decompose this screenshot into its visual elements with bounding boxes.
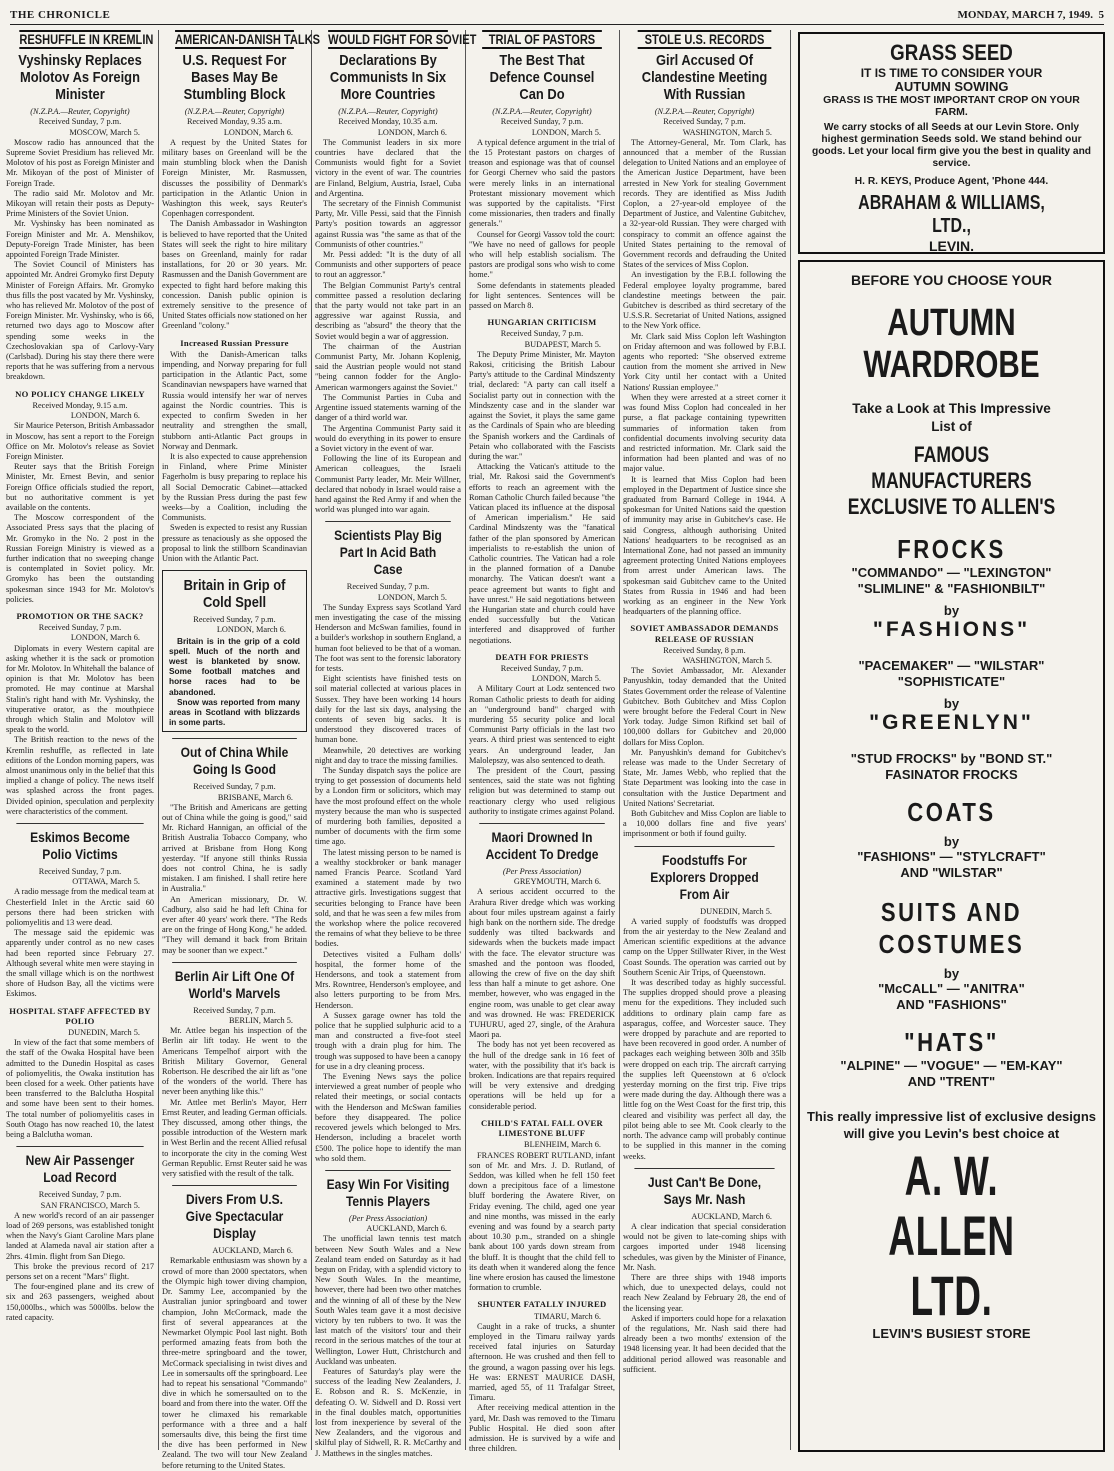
credit: (N.Z.P.A.—Reuter, Copyright) [184, 107, 285, 117]
paragraph: Mr. Attlee met Berlin's Mayor, Herr Ernst Reuter, and leading German officials. They discussed, among other things, the possible introduction of the Western mark in West Berlin and the recent Allied refusal to incorporate the city in the coming West German Republic. Ernst Reuter said he was very satisfied with the result of the talk. [162, 1097, 307, 1179]
ad-by: by [943, 966, 960, 981]
column-5 [623, 30, 786, 1450]
ad-header: BEFORE YOU CHOOSE YOUR [851, 272, 1052, 288]
page-number: 5 [1098, 9, 1104, 21]
credit: (Per Press Association) [502, 867, 582, 877]
dateline: LONDON, March 5. [377, 592, 447, 602]
paragraph: A Military Court at Lodz sentenced two Roman Catholic priests to death for aiding an "underground band" charged with murdering 55 security police and local Communist Party officials in the last two years. A third priest was sentenced to eight years. An underground leader, Jan Malolepszy, was also sentenced to death. [469, 684, 615, 765]
column-rule [619, 30, 620, 1450]
paragraph: The Soviet Council of Ministers has appointed Mr. Andrei Gromyko first Deputy Minister of Foreign Affairs. Mr. Gromyko thus fills the post vacated by Mr. Vyshinsky, who has relieved Mr. Molotov of the post of Foreign Minister. Mr. Vyshinsky, who is 66, returned two days ago to Moscow after spending some weeks in the Czechoslovakian spa of Carlovy-Vary (Carlsbad). During his stay there there were reports that he was suffering from a nervous breakdown. [6, 260, 154, 382]
paragraph: The secretary of the Finnish Communist Party, Mr. Ville Pessi, said that the Finnish Party's position towards an aggressor against Russia was "the same as that of the Communists of other countries." [315, 199, 461, 249]
paragraph: An investigation by the F.B.I. following the Federal employee loyalty programme, bared clandestine meetings between the pair. Gubitchev is described as third secretary of the U.S.S.R. Secretariat of United Nations, assigned to the New York office. [623, 270, 786, 331]
ad-line: AUTUMN SOWING [894, 79, 1009, 94]
paragraph: The Communist Parties in Cuba and Argentine issued statements warning of the danger of a third world war. [315, 392, 461, 423]
boxed-story [162, 570, 307, 732]
paragraph: It is also expected to cause apprehension in Finland, where Prime Minister Fagerholm is busy preparing to replace his all Social Democratic Cabinet—attacked by the Russian Press during the past few weeks—by a Coalition, including the Communists. [162, 451, 307, 523]
subhead: NO POLICY CHANGE LIKELY [15, 388, 145, 399]
headline-communists: Declarations By Communists In Six More Countries [329, 52, 447, 104]
dateline: SAN FRANCISCO, March 5. [40, 1200, 140, 1210]
ad-category-suits: SUITS AND [880, 897, 1023, 927]
dateline: GREYMOUTH, March 6. [513, 877, 601, 887]
issue-date: MONDAY, MARCH 7, 1949. 5 [957, 9, 1104, 21]
credit: (N.Z.P.A.—Reuter, Copyright) [492, 107, 592, 117]
paragraph: Both Gubitchev and Miss Coplon are liable to a 10,000 dollars fine and five years' imprisonment or both if found guilty. [623, 809, 786, 839]
paragraph: Features of Saturday's play were the success of the leading New Zealanders, J. E. Robson and R. S. McKenzie, in defeating O. W. Sidwell and D. Rossi vert in the final doubles match, opportunities lost from inexperience by several of the New Zealanders, and the vigorous and skilful play of Sidwell, R. R. McCarthy and J. Matthews in the singles matches. [315, 1366, 461, 1458]
paragraph: The Attorney-General, Mr. Tom Clark, has announced that a member of the Russian delegation to United Nations and an employee of the American Justice Department, have been arrested in New York for stealing Government records. They are identified as Miss Judith Coplon, a 27-year-old employee of the Department of Justice, and Valentine Gubitchev, a 32-year-old Russian. They were charged with conspiracy to commit an offence against the United States pertaining to the removal of Government records and defrauding the United States of the services of Miss Coplon. [623, 137, 786, 270]
ad-line: GRASS IS THE MOST IMPORTANT CROP ON YOUR FARM. [823, 94, 1080, 118]
ad-manufacturers: MANUFACTURERS [871, 468, 1032, 493]
dateline: LONDON, March 5. [531, 674, 601, 684]
ad-brand-line: "STUD FROCKS" by "BOND ST." [850, 751, 1053, 766]
paragraph: Remarkable enthusiasm was shown by a crowd of more than 2000 spectators, when the Olympic high tower diving champion, Dr. Sammy Lee, accompanied by the Australian junior springboard and tower champion, John McCormack, made the first of several appearances at the Newmarket Olympic Pool last night. Both performed amazing feats from both the three-metre springboard and the tower, McCormack specialising in twist dives and Lee in somersaults off the springboard. Lee had to repeat his sensational "Commando" dive in which he somersaulted on to the board and from there into the water. Off the tower he climaxed his remarkable performance with a three and a half somersaults dive, this being the first time the dive has been performed in New Zealand. The two will tour New Zealand before returning to the United States. [162, 1256, 307, 1470]
dateline: MOSCOW, March 5. [69, 127, 140, 137]
dateline: LONDON, March 6. [70, 633, 140, 643]
paragraph: An American missionary, Dr. W. Cadbury, also said he had left China for ever after 40 years' work there. "The Reds are on the fringe of Hong Kong," he added. "They will demand it back from Britain may be sooner than we expect." [162, 894, 307, 955]
ad-brand-line: FASINATOR FROCKS [885, 767, 1018, 782]
paragraph: The Argentina Communist Party said it would do everything in its power to ensure a Soviet victory in the event of war. [315, 423, 461, 453]
received-line: Received Monday, 9.15 a.m. [32, 400, 128, 410]
paragraph: Counsel for Georgi Vassov told the court: "We have no need of gallows for people who will help establish socialism. The pastors are prodigal sons who wish to come home." [469, 229, 615, 280]
paragraph: A varied supply of foodstuffs was dropped from the air yesterday to the New Zealand and American scientific expeditions at the advance camp on the Upper Stillwater River, in the West Coast Sounds. The operation was carried out by Southern Scenic Air Trips, of Queenstown. [623, 916, 786, 977]
paragraph: A request by the United States for military bases on Greenland will be the main stumbling block when the Danish Foreign Minister, Mr. Rasmussen, discusses the possibility of Denmark's participation in the Atlantic Union in Washington this week, says Reuter's Copenhagen correspondent. [162, 137, 307, 219]
paragraph: Diplomats in every Western capital are asking whether it is the sack or promotion for Mr. Molotov. In Whitehall the balance of opinion is that Mr. Molotov has been promoted. He may continue at Marshal Stalin's right hand with Mr. Vyshinsky, the vituperative orator, as the mouthpiece through which Stalin and Molotov will speak to the world. [6, 643, 154, 735]
paragraph: Following the line of its European and American colleagues, the Israeli Communist Party leader, Mr. Meir Willner, declared that nobody in Israel would raise a hand against the Red Army if and when the world was plunged into war again. [315, 454, 461, 515]
headline-tennis: Easy Win For Visiting Tennis Players [325, 1170, 451, 1210]
ad-title: GRASS SEED [890, 40, 1013, 65]
paragraph: It was described today as highly successful. The supplies dropped should prove a pleasing menu for the expeditions. They included such additions to ordinary plain camp fare as asparagus, coffee, and Worcester sauce. They were dropped by parachute and are reported to have been recovered in good order. A number of packages each weighing between 30lb and 35lb were dropped on each trip. The aircraft carrying the supplies left Queenstown at 6 o'clock yesterday morning on the first trip. Five trips were made during the day. Although there was a little fog on the West Coast for the first trip, this cleared and visibility was perfect all day, the pilot being able to see Mt. Cook clearly to the north. The advance camp will probably continue to be supplied in this manner in the coming weeks. [623, 978, 786, 1161]
dateline: AUCKLAND, March 6. [212, 1246, 293, 1256]
ad-by: by [943, 696, 960, 711]
ad-town: LEVIN. [928, 238, 975, 254]
credit: (N.Z.P.A.—Reuter, Copyright) [30, 107, 130, 117]
paragraph: A radio message from the medical team at Chesterfield Inlet in the Arctic said 60 persons there had been stricken with poliomyelitis and 13 were dead. [6, 887, 154, 928]
credit: (N.Z.P.A.—Reuter, Copyright) [338, 107, 438, 117]
dateline: DUNEDIN, March 5. [700, 906, 772, 916]
paragraph: FRANCES ROBERT RUTLAND, infant son of Mr. and Mrs. J. D. Rutland, of Seddon, was killed when he fell 150 feet down a precipitous face of a limestone bluff bordering the Awatere River, on Friday evening. The child, aged one year and nine months, was missed in the early evening and was found by a search party about 10.30 p.m., stranded on a shingle bank about 100 yards down stream from the bluff. It is thought that the child fell to its death when it wandered along the fence line where erosion has caused the limestone formation to crumble. [469, 1150, 615, 1293]
subhead: PROMOTION OR THE SACK? [16, 610, 144, 621]
ad-category-costumes: COSTUMES [878, 929, 1025, 959]
ad-category-coats: COATS [907, 797, 996, 827]
ad-big-word: WARDROBE [863, 344, 1040, 386]
kicker-kremlin: RESHUFFLE IN KREMLIN [19, 30, 140, 49]
paragraph: The Soviet Ambassador, Mr. Alexander Panyushkin, today demanded that the United States Government order the release of Valentine Gubitchev. Both Gubitchev and Miss Coplon were brought before the Federal Court in New York today. Judge Simon Rifkind set bail of 100,000 dollars for Gubitchev and 20,000 dollars for Miss Coplon. [623, 666, 786, 747]
dateline: WASHINGTON, March 5. [682, 655, 772, 665]
ad-brand-line: "McCALL" — "ANITRA" [878, 981, 1025, 996]
dateline: BUDAPEST, March 5. [524, 339, 601, 349]
paragraph: Eight scientists have finished tests on soil material collected at various places in Sussex. They have been working 14 hours daily for the last six days, analysing the contents of seven big sacks. It is understood they discovered traces of human bone. [315, 674, 461, 745]
paragraph: The radio said Mr. Molotov and Mr. Mikoyan will retain their posts as Deputy-Prime Ministers of the Soviet Union. [6, 188, 154, 219]
paragraph: The message said the epidemic was apparently under control as no new cases had been reported since February 27. Although several white men were staying in the small village which is on the northwest shore of Hudson Bay, all the victims were Eskimos. [6, 928, 154, 999]
dateline: OTTAWA, March 5. [72, 877, 140, 887]
received-line: Received Sunday, 7 p.m. [663, 117, 746, 127]
paragraph: It is learned that Miss Coplon had been employed in the Department of Justice since she graduated from Barnard College in 1944. A spokesman for United Nations said the question of immunity may arise in Gubitchev's case. He said Congress, although authorising United Nations' headquarters to be recognised as an International Zone, had not passed an immunity agreement protecting United Nations employees from arrest under American laws. The spokesman said Gubitchev came to the United States from Russia in 1946 and had been working as an engineer in the New York headquarters of the planning office. [623, 474, 786, 617]
dateline: BERLIN, March 5. [228, 1016, 293, 1026]
paragraph: Mr. Panyushkin's demand for Gubitchev's release was made to the Under Secretary of State, Mr. James Webb, who replied that the State Department was looking into the case in consultation with the Justice Department and United Nations' Secretariat. [623, 747, 786, 808]
paragraph: A new world's record of an air passenger load of 269 persons, was established tonight when the Navy's Giant Caroline Mars plane landed at Alameda naval air station after a 2hrs. 41min. flight from San Diego. [6, 1210, 154, 1261]
ad-exclusive: EXCLUSIVE TO ALLEN'S [847, 494, 1056, 519]
masthead [10, 8, 1104, 25]
paragraph: The Communist leaders in six more countries have declared that the Communists would fight for a Soviet victory in the event of war. The countries are Finland, Belgium, Austria, Israel, Cuba and Argentina. [315, 137, 461, 198]
paragraph: Moscow radio has announced that the Supreme Soviet Presidium has relieved Mr. Molotov of his post as Foreign Minister and Mr. Mikoyan of the post of Minister of Foreign Trade. [6, 137, 154, 188]
kicker-pastors: TRIAL OF PASTORS [482, 30, 602, 49]
headline-eskimos: Eskimos Become Polio Victims [16, 823, 143, 863]
ad-footer-text: This really impressive list of exclusive designs will give you Levin's best choice at [806, 1109, 1097, 1141]
subhead: SOVIET AMBASSADOR DEMANDS RELEASE OF RUSSIAN [630, 623, 779, 644]
allens-wardrobe-advert [798, 260, 1105, 1452]
paragraph: Mr. Vyshinsky has been nominated as Foreign Minister and Mr. A. Menshikov, Deputy-Foreign Trade Minister, has been appointed Foreign Trade Minister. [6, 219, 154, 260]
paragraph: When they were arrested at a street corner it was found Miss Coplon had concealed in her purse, a flat package containing typewritten summaries of information taken from confidential documents involving security data and restricted information. Mr. Clark said the information had been planted and was of no major value. [623, 392, 786, 474]
ad-category-frocks: FROCKS [897, 534, 1006, 564]
paragraph: A clear indication that special consideration would not be given to late-coming ships with cargoes imported under 1948 licensing schedules, was given by the Minister of Finance, Mr. Nash. [623, 1221, 786, 1272]
paragraph: Some defendants in statements pleaded for light sentences. Sentences will be passed on March 8. [469, 280, 615, 311]
paragraph: The British reaction to the news of the Kremlin reshuffle, as reflected in late editions of the London morning papers, was almost unanimous only in the belief that this implied a change of policy. The news itself was splashed across the front pages. Divided opinion, speculation and perplexity were characteristics of the comment. [6, 735, 154, 816]
paragraph: In view of the fact that some members of the staff of the Owaka Hospital have been admitted to the Dunedin Hospital as cases of poliomyelitis, the Owaka institution has been closed for a week. Other patients have been transferred to the Balclutha Hospital and some have been sent to their homes. The total number of poliomyelitis cases in South Otago has now reached 10, the latest being a Balclutha woman. [6, 1038, 154, 1140]
headline-divers: Divers From U.S. Give Spectacular Display [172, 1185, 297, 1242]
dateline: LONDON, March 6. [216, 625, 286, 635]
headline-coplon: Girl Accused Of Clandestine Meeting With Russian [641, 52, 768, 104]
dateline: TIMARU, March 6. [534, 1311, 601, 1321]
ad-maker: "FASHIONS" [872, 618, 1031, 641]
subhead: Increased Russian Pressure [180, 337, 289, 348]
paragraph: A typical defence argument in the trial of the 15 Protestant pastors on charges of treason and espionage was that of counsel for Georgi Chernev who said the pastors were merely links in an international Protestant missionary movement which was supported by the capitalists. "First come missionaries, then traders and finally generals." [469, 137, 615, 229]
received-line: Received Sunday, 7 p.m. [500, 329, 584, 339]
ad-brand-line: AND "TRENT" [907, 1074, 996, 1089]
paragraph: After receiving medical attention in the yard, Mr. Dash was removed to the Timaru Public Hospital. He died soon after admission. He is survived by a wife and three children. [469, 1403, 615, 1454]
dateline: LONDON, March 6. [70, 411, 140, 421]
headline-nash: Just Can't Be Done, Says Mr. Nash [634, 1168, 774, 1208]
dateline: WASHINGTON, March 5. [682, 127, 772, 137]
paragraph: There are three ships with 1948 imports which, due to unexpected delays, could not reach New Zealand by February 28, the end of the licensing year. [623, 1272, 786, 1313]
paragraph: The body has not yet been recovered as the hull of the dredge sank in 16 feet of water, with the possibility that it's back is broken. Indications are that repairs required will be very extensive and dredging operations will be held up for a considerable period. [469, 1040, 615, 1111]
paragraph: Mr. Clark said Miss Coplon left Washington on Friday afternoon and was followed by F.B.I. agents who reported: "She observed extreme caution from the moment she arrived in New York City until her contact with a United Nations' Russian employee." [623, 331, 786, 392]
paragraph: The Sunday dispatch says the police are trying to get possession of documents held by a London firm or solicitors, which may have the most profound effect on the whole mystery because the man who is suspected of murdering both families, deposited a number of documents with the firm some time ago. [315, 765, 461, 847]
subhead: SHUNTER FATALLY INJURED [477, 1299, 607, 1310]
paragraph: The four-engined plane and its crew of six and 263 passengers, weighed about 150,000lbs., which was 5000lbs. below the rated capacity. [6, 1282, 154, 1322]
paragraph: Sweden is expected to resist any Russian pressure as tenaciously as she opposed the proposal to link the stillborn Scandinavian Union with the Atlantic Pact. [162, 523, 307, 563]
ad-agent: H. R. KEYS, Produce Agent, 'Phone 444. [854, 176, 1049, 187]
received-line: Received Sunday, 7 p.m. [38, 867, 122, 877]
paragraph: Mr. Pessi added: "It is the duty of all Communists and other supporters of peace to rout an aggressor." [315, 250, 461, 280]
received-line: Received Sunday, 7 p.m. [38, 623, 122, 633]
column-rule [790, 30, 791, 1450]
paragraph: Sir Maurice Peterson, British Ambassador in Moscow, has sent a report to the Foreign Office on Mr. Molotov's release as Soviet Foreign Minister. [6, 421, 154, 461]
headline-cold-spell: Britain in Grip of Cold Spell [183, 577, 286, 612]
headline-acid-bath: Scientists Play Big Part In Acid Bath Case [325, 521, 451, 578]
paragraph: A Sussex garage owner has told the police that he supplied sulphuric acid to a man and constructed a five-foot steel trough with a drain plug for him. The trough was supposed to have been a canopy for use in a dry cleaning process. [315, 1010, 461, 1071]
paragraph: The chairman of the Austrian Communist Party, Mr. Johann Koplenig, said the Austrian people would not stand "being cannon fodder for the Anglo-American warmongers against the Soviet." [315, 341, 461, 392]
paragraph: With the Danish-American talks impending, and Norway preparing for full participation in the Atlantic Pact, some Scandinavian newspapers have warned that Russia would intensify her war of nerves against the Nordic countries. This is expected to confirm Sweden in her neutrality and strengthen the small, stubborn anti-Atlantic Pact groups in Norway and Denmark. [162, 349, 307, 451]
ad-by: by [943, 834, 960, 849]
paragraph: Caught in a rake of trucks, a shunter employed in the Timaru railway yards received fatal injuries on Saturday afternoon. He was crushed and then fell to the ground, a wagon passing over his legs. He was: ERNEST MAURICE DASH, married, aged 55, of 11 Trafalgar Street, Timaru. [469, 1321, 615, 1403]
credit: (N.Z.P.A.—Reuter, Copyright) [654, 107, 755, 117]
column-3 [315, 30, 477, 1458]
dateline: AUCKLAND, March 6. [366, 1224, 447, 1234]
paragraph: The Danish Ambassador in Washington is believed to have reported that the United States will seek the right to hire military bases on Greenland, mainly for radar installations, for 20 or 30 years. Mr. Rasmussen and the Danish Government are expected to fight hard before making this concession. Danish public opinion is extremely sensitive to the presence of United States officials now stationed on her Greenland "colony." [162, 219, 308, 331]
newspaper-name: THE CHRONICLE [10, 9, 111, 21]
column-4 [469, 30, 615, 1454]
received-line: Received Sunday, 7 p.m. [500, 117, 584, 127]
ad-tagline: LEVIN'S BUSIEST STORE [872, 1326, 1031, 1341]
dateline: AUCKLAND, March 6. [691, 1211, 772, 1221]
ad-famous: FAMOUS [913, 442, 990, 467]
paragraph: Attacking the Vatican's attitude to the trial, Mr. Rakosi said the Government's efforts to reach an agreement with the Roman Catholic Church failed because "the Vatican placed its influence at the disposal of American imperialism." He said Cardinal Mindszenty was the "fanatical father of the plan sponsored by American imperialists to re-establish the union of Catholic countries. The Vatican had a role in the planned formation of a Danube monarchy. The Vatican doesn't want a peace agreement but wants to fight and have unrest." He said negotiations between the Hungarian state and church could have ended successfully but the Vatican interfered and disapproved of further negotiations. [469, 462, 615, 645]
column-rule [311, 30, 312, 1450]
ad-brand-line: "SOPHISTICATE" [897, 674, 1006, 689]
dateline: LONDON, March 5. [531, 127, 601, 137]
column-rule [465, 30, 466, 1450]
ad-firm: ABRAHAM & WILLIAMS, LTD., [858, 192, 1045, 237]
paragraph: Meanwhile, 20 detectives are working night and day to trace the missing families. [315, 745, 461, 765]
kicker-soviet: WOULD FIGHT FOR SOVIET [328, 30, 448, 49]
paragraph: The Moscow correspondent of the Associated Press says that the placing of Mr. Gromyko in the No. 2 post in the Russian Foreign Ministry is viewed as a further indication that no sweeping change is contemplated in Soviet policy. Mr. Gromyko has been the outstanding spokesman since 1943 for Mr. Molotov's policies. [6, 513, 154, 604]
paragraph: Reuter says that the British Foreign Minister, Mr. Ernest Bevin, and senior Foreign Office officials studied the report, but no authoritative comment is yet available on the contents. [6, 462, 154, 512]
subhead: DEATH FOR PRIESTS [495, 651, 589, 662]
dateline: LONDON, March 6. [223, 127, 293, 137]
ad-by: by [943, 603, 960, 618]
headline-maori-drowned: Maori Drowned In Accident To Dredge [479, 823, 605, 863]
paragraph: The president of the Court, passing sentences, said the state was not fighting religion but was determined to stamp out reactionary clergy who used religious authority to instigate crimes against Poland. [469, 766, 615, 816]
paragraph: A serious accident occurred to the Arahura River dredge which was working about four miles upstream against a fairly high bank on the northern side. The dredge suddenly was tilted backwards and sidewards when the buckets made impact with the face. The elevator structure was smashed and the pontoon was flooded, allowing the crew of five on the day shift less than half a minute to get ashore. One member, however, who was engaged in the engine room, was unable to get clear away and was drowned. He was: FREDERICK TUHURU, aged 27, single, of the Arahura Maori pa. [469, 887, 615, 1040]
paragraph: This broke the previous record of 217 persons set on a recent "Mars" flight. [6, 1261, 154, 1281]
allens-logo: A. W. ALLEN LTD. [888, 1144, 1015, 1327]
headline-defence: The Best That Defence Counsel Can Do [489, 52, 595, 104]
ad-brand-line: "FASHIONS" — "STYLCRAFT" [857, 849, 1046, 864]
ad-brand-line: "COMMANDO" — "LEXINGTON" [851, 565, 1052, 580]
received-line: Received Sunday, 7 p.m. [38, 117, 122, 127]
subhead: HOSPITAL STAFF AFFECTED BY POLIO [9, 1005, 151, 1026]
dateline: BRISBANE, March 6. [217, 792, 293, 802]
paragraph: "The British and Americans are getting out of China while the going is good," said Mr. Richard Hannigan, an official of the British Australia Tobacco Company, who arrived at Brisbane from Hong Kong yesterday. "If anyone still thinks Russia does not control China, he is sadly mistaken. I am finished. I shall retire here in Australia." [162, 802, 307, 894]
received-line: Received Sunday, 7 p.m. [38, 1190, 122, 1200]
dateline: LONDON, March 6. [377, 127, 447, 137]
kicker-records: STOLE U.S. RECORDS [638, 30, 772, 49]
received-line: Received Sunday, 8 p.m. [663, 645, 746, 655]
received-line: Received Sunday, 7 p.m. [346, 582, 430, 592]
ad-category-hats: "HATS" [904, 1027, 999, 1057]
received-line: Received Monday, 9.35 a.m. [186, 117, 283, 127]
paragraph: Mr. Attlee began his inspection of the Berlin air lift today. He went to the Americans Tempelhof airport with the British Military Governor, General Robertson. He described the air lift as "one of the wonders of the world. There has never been anything like this." [162, 1026, 307, 1097]
paragraph: Asked if importers could hope for a relaxation of the regulations, Mr. Nash said there had already been a two months' extension of the 1948 licensing year. It had been decided that the additional period allowed was reasonable and sufficient. [623, 1313, 786, 1374]
ad-big-word: AUTUMN [887, 302, 1016, 344]
paragraph: Snow was reported from many areas in Scotland with blizzards in some parts. [169, 696, 300, 728]
grass-seed-advert [798, 32, 1105, 254]
column-2 [162, 30, 320, 1470]
received-line: Received Sunday, 7 p.m. [193, 1005, 276, 1015]
ad-brand-line: "SLIMLINE" & "FASHIONBILT" [857, 581, 1046, 596]
headline-china: Out of China While Going Is Good [172, 738, 297, 778]
paragraph: The Evening News says the police interviewed a great number of people who related their meetings, or social contacts with the Henderson and McSwan families before they disappeared. The police recovered jewels which belonged to Mrs. Henderson, including a bracelet worth £500. The police hope to identify the man who sold them. [315, 1072, 461, 1163]
ad-line: IT IS TIME TO CONSIDER YOUR [860, 66, 1043, 80]
credit: (Per Press Association) [348, 1213, 428, 1223]
headline-bases: U.S. Request For Bases May Be Stumbling Block [182, 52, 287, 104]
paragraph: Detectives visited a Fulham dolls' hospital, the former home of the Hendersons, and took a statement from Mrs. Rowntree, Henderson's employee, and also letters purporting to be from Mrs. Henderson. [315, 949, 461, 1010]
headline-vyshinsky: Vyshinsky Replaces Molotov As Foreign Minister [18, 52, 142, 104]
subhead: CHILD'S FATAL FALL OVER LIMESTONE BLUFF [480, 1117, 604, 1139]
ad-brand-line: "ALPINE" — "VOGUE" — "EM-KAY" [840, 1058, 1063, 1073]
headline-air-record: New Air Passenger Load Record [16, 1146, 143, 1186]
dateline: BLENHEIM, March 6. [524, 1140, 601, 1150]
kicker-danish: AMERICAN-DANISH TALKS [175, 30, 294, 49]
ad-brand-line: "PACEMAKER" — "WILSTAR" [858, 658, 1045, 673]
dateline: DUNEDIN, March 5. [68, 1028, 140, 1038]
paragraph: The unofficial lawn tennis test match between New South Wales and a New Zealand team ended on Saturday as it had begun on Friday, with a splendid victory to New South Wales. In the meantime, however, there had been two other matches and the winning of all of these by the New South Wales team gave it a most decisive victory by ten rubbers to two. It was the last match of the visitors' tour and their record in the serious matches of the tour at Wellington, Lower Hutt, Christchurch and Auckland was unbeaten. [315, 1234, 461, 1366]
paragraph: The latest missing person to be named is a wealthy stockbroker or bank manager named Francis Pearce. Scotland Yard examined a statement made by two attractive girls. Investigations suggest that securities belonging to France have been sold, and that he was seen a few miles from the workshop where the police recovered the remains of what they believe to be three bodies. [315, 847, 461, 949]
ad-brand-line: AND "FASHIONS" [896, 997, 1007, 1012]
received-line: Received Monday, 10.35 a.m. [338, 117, 438, 127]
paragraph: The Sunday Express says Scotland Yard men investigating the case of the missing Henderson and McSwan families, found in a builder's workshop in southern England, a human foot believed to be that of a woman. The foot was sent to the forensic laboratory for tests. [315, 602, 461, 673]
paragraph: The Deputy Prime Minister, Mr. Mayton Rakosi, criticising the British Labour Party's attitude to the Cardinal Mindszenty trial, declared: "A party can call itself a Socialist party out in connection with the Mindszenty case and in the slander war against the Soviet, it plays the same game as the Cardinals of Spain who are bleeding the Spanish workers and the Cardinals of Petain who collaborated with the Fascists during the war." [469, 349, 615, 461]
received-line: Received Sunday, 7 p.m. [500, 663, 584, 673]
ad-subtitle: Take a Look at This Impressive List of [852, 401, 1051, 434]
column-1 [6, 30, 154, 1450]
ad-maker: "GREENLYN" [869, 711, 1034, 734]
headline-foodstuffs: Foodstuffs For Explorers Dropped From Air [634, 846, 774, 903]
paragraph: The Belgian Communist Party's central committee passed a resolution declaring that the party would not take part in an aggressive war against Russia, and describing as "absurd" the theory that the Soviet would begin a war of aggression. [315, 280, 461, 341]
ad-body: We carry stocks of all Seeds at our Levin Store. Only highest germination Seeds sold. We stand behind our goods. Let your local firm give you the best in quality and service. [811, 122, 1092, 169]
subhead: HUNGARIAN CRITICISM [487, 317, 597, 328]
headline-air-lift: Berlin Air Lift One Of World's Marvels [172, 962, 297, 1002]
ad-brand-line: AND "WILSTAR" [900, 865, 1003, 880]
received-line: Received Sunday, 7 p.m. [193, 782, 276, 792]
column-rule [158, 30, 159, 1450]
received-line: Received Sunday, 7 p.m. [193, 615, 276, 625]
paragraph: Britain is in the grip of a cold spell. Much of the north and west is blanketed by snow. Some football matches and horse races had to be abandoned. [169, 635, 300, 697]
